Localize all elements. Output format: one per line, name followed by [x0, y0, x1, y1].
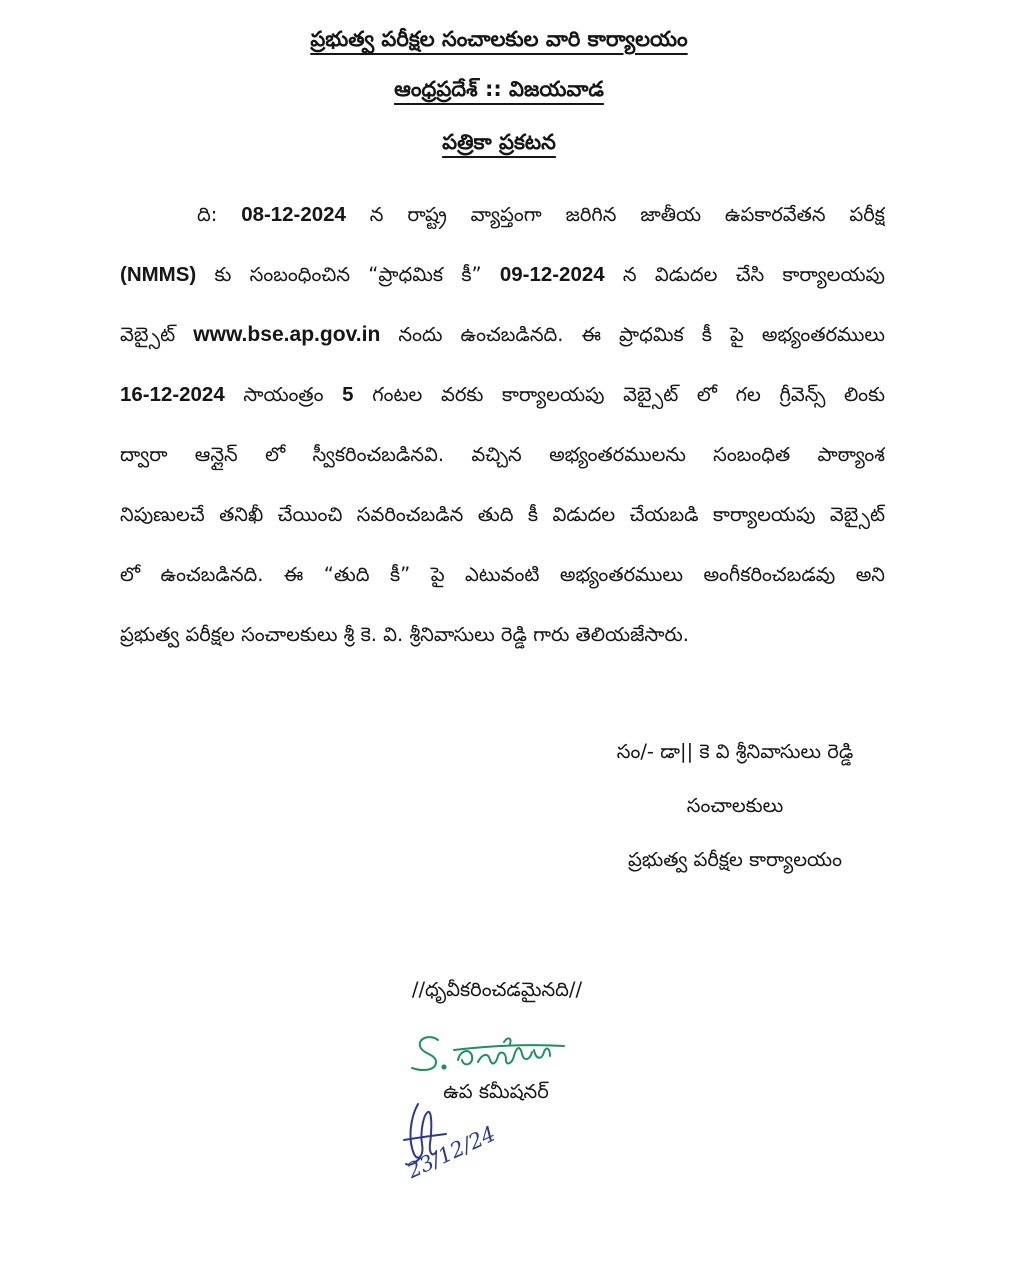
document-type-text: పత్రికా ప్రకటన [442, 130, 556, 154]
body-text: ద్వారా ఆన్లైన్ లో స్వీకరించబడినవి. వచ్చిన అభ్యంతరములను సంబంధిత పాఠ్యాంశ [120, 443, 885, 466]
body-line-2 [120, 245, 885, 305]
body-text: సాయంత్రం [224, 383, 343, 406]
body-line-1 [120, 185, 885, 245]
body-text: న విడుదల చేసి కార్యాలయపు [604, 263, 885, 286]
office-title [0, 22, 998, 56]
body-text: ప్రభుత్వ పరీక్షల సంచాలకులు శ్రీ కె. వి. శ్రీనివాసులు రెడ్డి గారు తెలియజేసారు. [120, 623, 689, 646]
objection-deadline-date: 16-12-2024 [120, 383, 225, 406]
exam-code: (NMMS) [120, 263, 197, 286]
website-address: www.bse.ap.gov.in [193, 323, 381, 346]
body-text: నందు ఉంచబడినది. ఈ ప్రాధమిక కీ పై అభ్యంతరములు [380, 323, 885, 346]
body-text: నిపుణులచే తనిఖీ చేయించి సవరించబడిన తుది కీ విడుదల చేయబడి కార్యాలయపు వెబ్సైట్ [120, 503, 885, 526]
signatory-designation: సంచాలకులు [686, 794, 784, 817]
signatory-name: సం/- డా|| కె వి శ్రీనివాసులు రెడ్డి [616, 740, 854, 763]
body-text: ది: [197, 203, 242, 226]
body-text: కు సంబంధించిన “ప్రాధమిక కీ” [196, 263, 500, 286]
body-text: న రాష్ట్ర వ్యాప్తంగా జరిగిన జాతీయ ఉపకారవేతన పరీక్ష [345, 203, 885, 226]
location-title [0, 72, 998, 106]
attestation-label: //ధృవీకరించడమైనది// [411, 978, 583, 1001]
signatory-block [560, 725, 910, 887]
deputy-commissioner-designation: ఉప కమీషనర్ [443, 1080, 549, 1103]
body-line-7 [120, 545, 885, 605]
body-line-5 [120, 425, 885, 485]
body-text: వెబ్సైట్ [120, 323, 194, 346]
handwritten-date: 23/12/24 [403, 1121, 500, 1184]
office-title-text: ప్రభుత్వ పరీక్షల సంచాలకుల వారి కార్యాలయం [310, 27, 688, 51]
green-signature [408, 1030, 568, 1080]
exam-date: 08-12-2024 [241, 203, 346, 226]
deadline-hour: 5 [342, 383, 354, 406]
body-text: లో ఉంచబడినది. ఈ “తుది కీ” పై ఎటువంటి అభ్యంతరములు అంగీకరించబడవు అని [120, 563, 885, 586]
location-title-text: ఆంధ్రప్రదేశ్ :: విజయవాడ [394, 77, 604, 101]
signatory-office: ప్రభుత్వ పరీక్షల కార్యాలయం [628, 848, 842, 871]
document-type-title [0, 125, 998, 159]
body-line-3 [120, 305, 885, 365]
body-text: గంటల వరకు కార్యాలయపు వెబ్సైట్ లో గల గ్రీవెన్స్ లింకు [353, 383, 885, 406]
body-line-4 [120, 365, 885, 425]
press-release-body [120, 185, 885, 665]
body-line-8 [120, 605, 885, 665]
initial-key-date: 09-12-2024 [499, 263, 605, 286]
body-line-6 [120, 485, 885, 545]
